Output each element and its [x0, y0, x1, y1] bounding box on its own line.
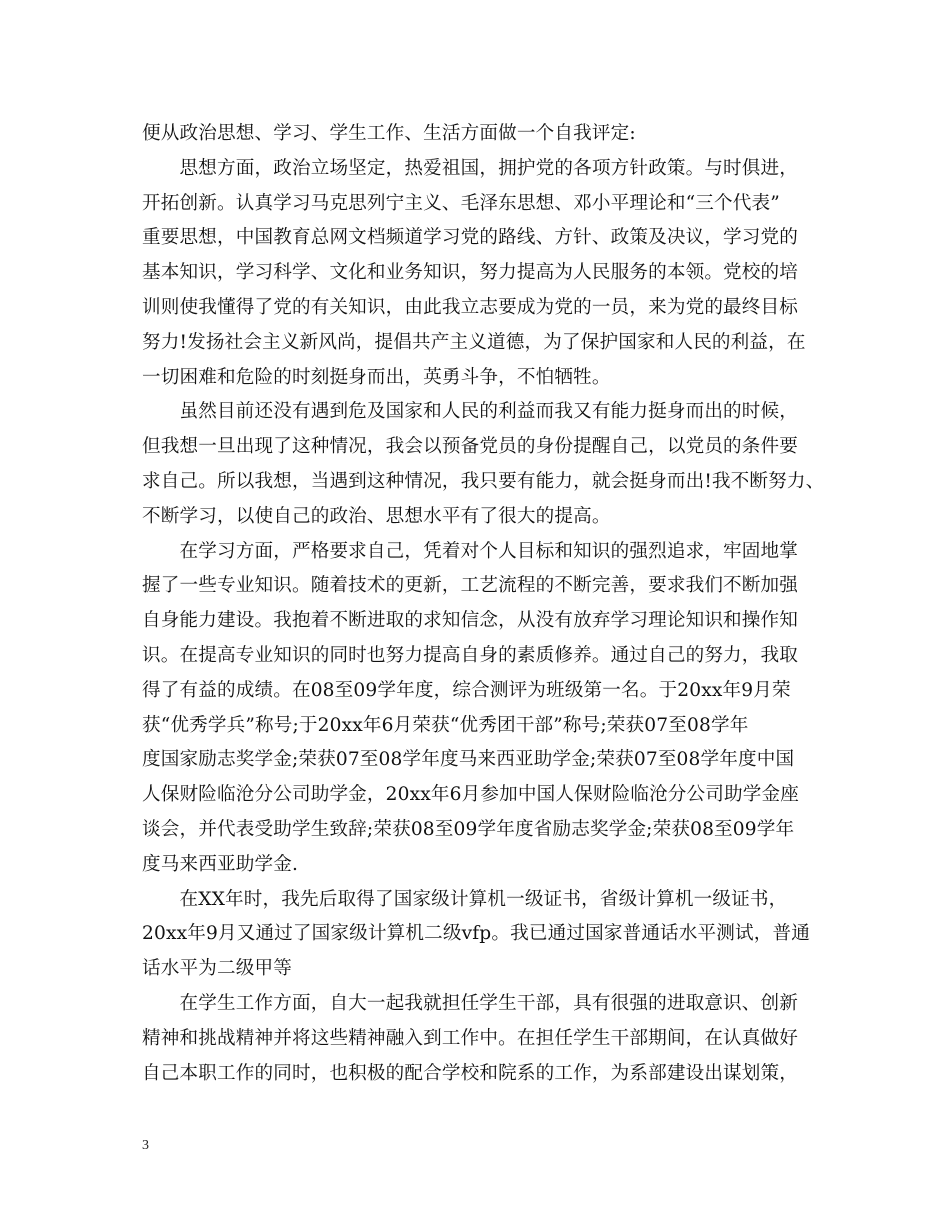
text-line: 努力!发扬社会主义新风尚，提倡共产主义道德，为了保护国家和人民的利益，在 — [142, 331, 806, 353]
text-line: 虽然目前还没有遇到危及国家和人民的利益而我又有能力挺身而出的时候， — [142, 401, 799, 423]
page-number: 3 — [142, 1138, 149, 1153]
text-line: 自己本职工作的同时，也积极的配合学校和院系的工作，为系部建设出谋划策， — [142, 1062, 799, 1084]
text-line: 一切困难和危险的时刻挺身而出，英勇斗争，不怕牺牲。 — [142, 366, 611, 388]
text-line: 度国家励志奖学金;荣获07至08学年度马来西亚助学金;荣获07至08学年度中国 — [142, 749, 795, 771]
text-line: 自身能力建设。我抱着不断进取的求知信念，从没有放弃学习理论知识和操作知 — [142, 610, 799, 632]
text-line: 得了有益的成绩。在08至09学年度，综合测评为班级第一名。于20xx年9月荣 — [142, 679, 791, 701]
text-line: 在学习方面，严格要求自己，凭着对个人目标和知识的强烈追求，牢固地掌 — [142, 540, 799, 562]
text-line: 便从政治思想、学习、学生工作、生活方面做一个自我评定: — [142, 123, 636, 144]
text-line: 重要思想，中国教育总网文档频道学习党的路线、方针、政策及决议，学习党的 — [142, 227, 799, 249]
text-line: 度马来西亚助学金. — [142, 853, 299, 875]
text-line: 思想方面，政治立场坚定，热爱祖国，拥护党的各项方针政策。与时俱进， — [142, 157, 799, 179]
text-line: 在XX年时，我先后取得了国家级计算机一级证书，省级计算机一级证书， — [142, 888, 788, 910]
text-line: 训则使我懂得了党的有关知识，由此我立志要成为党的一员，来为党的最终目标 — [142, 296, 799, 318]
text-line: 开拓创新。认真学习马克思列宁主义、毛泽东思想、邓小平理论和“三个代表” — [142, 192, 780, 214]
text-line: 精神和挑战精神并将这些精神融入到工作中。在担任学生干部期间，在认真做好 — [142, 1027, 799, 1049]
text-line: 握了一些专业知识。随着技术的更新，工艺流程的不断完善，要求我们不断加强 — [142, 575, 799, 597]
text-line: 话水平为二级甲等 — [142, 958, 292, 980]
text-line: 基本知识，学习科学、文化和业务知识，努力提高为人民服务的本领。党校的培 — [142, 262, 799, 284]
text-line: 不断学习，以使自己的政治、思想水平有了很大的提高。 — [142, 505, 611, 527]
text-line: 识。在提高专业知识的同时也努力提高自身的素质修养。通过自己的努力，我取 — [142, 644, 799, 666]
text-line: 在学生工作方面，自大一起我就担任学生干部，具有很强的进取意识、创新 — [142, 992, 799, 1014]
text-line: 获“优秀学兵”称号;于20xx年6月荣获“优秀团干部”称号;荣获07至08学年 — [142, 714, 749, 736]
text-line: 求自己。所以我想，当遇到这种情况，我只要有能力，就会挺身而出!我不断努力、 — [142, 470, 825, 492]
text-line: 谈会，并代表受助学生致辞;荣获08至09学年度省励志奖学金;荣获08至09学年 — [142, 818, 795, 840]
text-line: 20xx年9月又通过了国家级计算机二级vfp。我已通过国家普通话水平测试，普通 — [142, 923, 811, 945]
document-body-text — [142, 117, 825, 1091]
text-line: 人保财险临沧分公司助学金，20xx年6月参加中国人保财险临沧分公司助学金座 — [142, 784, 800, 806]
text-line: 但我想一旦出现了这种情况，我会以预备党员的身份提醒自己，以党员的条件要 — [142, 436, 799, 458]
